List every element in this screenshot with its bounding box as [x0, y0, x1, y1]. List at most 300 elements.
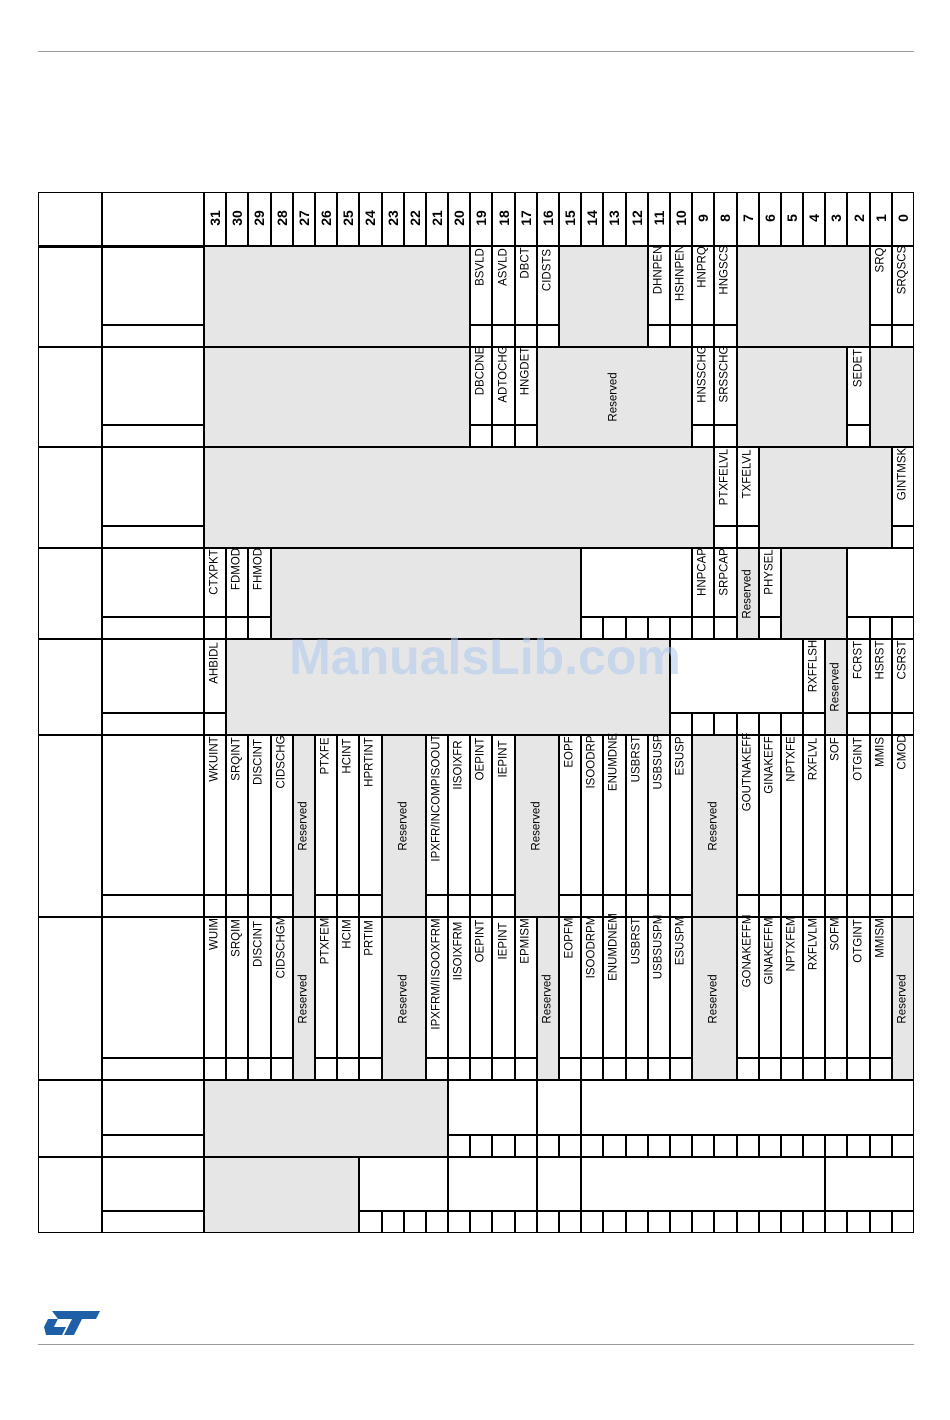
field-label: PTXFEM	[319, 917, 332, 965]
field-label: Reserved	[607, 372, 620, 422]
access-cell	[537, 1211, 559, 1233]
access-cell	[448, 1135, 470, 1157]
bit-number: 5	[783, 214, 800, 222]
field-label: IISOIXFR	[452, 740, 465, 790]
field-label: ENUMDNEM	[607, 913, 620, 982]
field-label: EPMISM	[518, 918, 531, 964]
field-label: HSHNPEN	[674, 244, 687, 302]
field-label: ESUSPM	[674, 916, 687, 966]
register-name-cell	[38, 548, 102, 639]
register-desc-cell	[102, 246, 204, 325]
reserved-field	[271, 548, 582, 639]
access-cell	[470, 1135, 492, 1157]
field-label: IEPINT	[496, 740, 509, 778]
access-cell	[670, 895, 692, 917]
access-cell	[515, 1211, 537, 1233]
access-cell	[737, 713, 759, 735]
access-cell	[248, 1058, 270, 1080]
field-label: Reserved	[396, 973, 409, 1024]
access-cell	[759, 1058, 781, 1080]
bit-number: 22	[406, 210, 423, 226]
access-cell	[626, 895, 648, 917]
access-cell	[847, 617, 869, 639]
bit-number: 21	[428, 210, 445, 226]
register-field	[847, 548, 914, 617]
field-label: Reserved	[829, 662, 842, 712]
access-cell	[892, 325, 914, 347]
access-cell	[759, 1211, 781, 1233]
access-cell	[892, 617, 914, 639]
access-cell	[847, 895, 869, 917]
register-desc-cell	[102, 1157, 204, 1211]
access-type-cell	[102, 895, 204, 917]
access-cell	[803, 1058, 825, 1080]
field-label: BSVLD	[474, 247, 487, 286]
access-cell	[515, 1058, 537, 1080]
access-cell	[248, 895, 270, 917]
field-label: SRQSCS	[896, 245, 909, 295]
access-cell	[803, 895, 825, 917]
reserved-field	[204, 1157, 359, 1233]
access-cell	[515, 325, 537, 347]
access-cell	[892, 1211, 914, 1233]
access-cell	[204, 617, 226, 639]
access-cell	[714, 1135, 736, 1157]
field-label: CIDSCHGM	[274, 916, 287, 979]
field-label: MMIS	[873, 737, 886, 768]
access-cell	[759, 1135, 781, 1157]
access-cell	[781, 1135, 803, 1157]
access-cell	[847, 713, 869, 735]
watermark-text: ManualsLib.com	[289, 629, 681, 685]
access-cell	[847, 1058, 869, 1080]
access-cell	[692, 425, 714, 447]
access-cell	[781, 895, 803, 917]
access-type-cell	[102, 1135, 204, 1157]
access-cell	[603, 1135, 625, 1157]
access-type-cell	[102, 1211, 204, 1233]
field-label: USBRST	[629, 735, 642, 783]
bit-number: 20	[451, 210, 468, 226]
register-desc-cell	[102, 548, 204, 617]
access-cell	[581, 1058, 603, 1080]
access-cell	[559, 895, 581, 917]
reserved-field	[737, 347, 848, 447]
field-label: SRSSCHG	[718, 345, 731, 403]
bit-number: 25	[340, 210, 357, 226]
access-cell	[803, 1135, 825, 1157]
field-label: DBCDNE	[474, 346, 487, 396]
register-field	[581, 1157, 825, 1211]
access-cell	[448, 1211, 470, 1233]
field-label: HCINT	[341, 737, 354, 774]
access-cell	[870, 1135, 892, 1157]
access-cell	[271, 1058, 293, 1080]
access-cell	[515, 425, 537, 447]
access-cell	[626, 1135, 648, 1157]
field-label: OEPINT	[474, 737, 487, 781]
access-cell	[204, 713, 226, 735]
access-cell	[359, 1058, 381, 1080]
access-cell	[559, 1135, 581, 1157]
field-label: USBSUSP	[652, 734, 665, 790]
field-label: PTXFE	[319, 736, 332, 775]
bit-number: 13	[606, 210, 623, 226]
register-name-cell	[38, 639, 102, 735]
access-cell	[870, 895, 892, 917]
bit-number: 31	[207, 210, 224, 226]
access-cell	[781, 1058, 803, 1080]
access-cell	[870, 617, 892, 639]
field-label: RXFLVL	[807, 737, 820, 781]
field-label: HNPCAP	[696, 547, 709, 596]
access-cell	[315, 895, 337, 917]
field-label: EOPF	[563, 736, 576, 768]
access-cell	[426, 1058, 448, 1080]
field-label: GINTMSK	[896, 447, 909, 501]
field-label: SEDET	[851, 348, 864, 387]
field-label: ASVLD	[496, 247, 509, 286]
register-name-cell	[38, 246, 102, 347]
access-cell	[714, 425, 736, 447]
field-label: PTXFELVL	[718, 449, 731, 506]
access-type-cell	[102, 526, 204, 548]
bit-number: 24	[362, 210, 379, 226]
access-cell	[870, 1211, 892, 1233]
access-cell	[670, 713, 692, 735]
header-desc-cell	[102, 192, 204, 246]
register-field	[581, 548, 692, 617]
access-cell	[892, 1135, 914, 1157]
reserved-field	[559, 246, 648, 347]
access-cell	[870, 713, 892, 735]
field-label: AHBIDL	[208, 642, 221, 684]
bit-number: 17	[517, 210, 534, 226]
field-label: GONAKEFFM	[740, 914, 753, 988]
reserved-field	[870, 347, 914, 447]
access-cell	[559, 1211, 581, 1233]
access-cell	[737, 526, 759, 548]
access-cell	[692, 1211, 714, 1233]
reserved-field	[204, 347, 470, 447]
field-label: ISOODRPM	[585, 916, 598, 979]
access-cell	[737, 1058, 759, 1080]
access-cell	[892, 895, 914, 917]
access-cell	[204, 895, 226, 917]
access-cell	[359, 895, 381, 917]
access-cell	[781, 713, 803, 735]
register-desc-cell	[102, 735, 204, 895]
bit-number: 28	[273, 210, 290, 226]
access-cell	[492, 425, 514, 447]
access-cell	[670, 1058, 692, 1080]
field-label: OEPINT	[474, 919, 487, 963]
access-cell	[670, 1135, 692, 1157]
register-desc-cell	[102, 917, 204, 1058]
access-cell	[382, 1211, 404, 1233]
field-label: NPTXFEM	[785, 916, 798, 972]
access-cell	[692, 325, 714, 347]
field-label: RXFFLSH	[807, 639, 820, 693]
field-label: MMISM	[873, 917, 886, 958]
access-type-cell	[102, 713, 204, 735]
access-cell	[737, 1135, 759, 1157]
reserved-field	[737, 246, 870, 347]
access-cell	[670, 1211, 692, 1233]
reserved-field	[204, 1080, 448, 1157]
access-cell	[337, 1058, 359, 1080]
register-name-cell	[38, 447, 102, 548]
reserved-field	[781, 548, 848, 639]
access-cell	[648, 1135, 670, 1157]
access-cell	[470, 325, 492, 347]
field-label: Reserved	[297, 973, 310, 1024]
field-label: HPRTINT	[363, 737, 376, 787]
register-desc-cell	[102, 639, 204, 713]
st-logo	[44, 1308, 102, 1343]
access-cell	[870, 325, 892, 347]
access-cell	[626, 1058, 648, 1080]
field-label: PHYSEL	[763, 549, 776, 595]
register-name-cell	[38, 1080, 102, 1157]
field-label: Reserved	[530, 801, 543, 851]
field-label: IPXFR/INCOMPISOOUT	[430, 734, 443, 862]
access-cell	[426, 895, 448, 917]
field-label: USBSUSPM	[652, 915, 665, 980]
field-label: CIDSTS	[541, 248, 554, 291]
access-cell	[759, 713, 781, 735]
access-cell	[492, 1211, 514, 1233]
access-cell	[648, 1058, 670, 1080]
bit-number: 6	[761, 214, 778, 222]
bit-number: 2	[850, 214, 867, 222]
access-cell	[670, 325, 692, 347]
field-label: HCIM	[341, 919, 354, 949]
register-desc-cell	[102, 447, 204, 526]
field-label: OTGINT	[851, 919, 864, 963]
field-label: FCRST	[851, 640, 864, 679]
access-type-cell	[102, 425, 204, 447]
field-label: Reserved	[707, 801, 720, 851]
field-label: EOPFM	[563, 917, 576, 958]
field-label: WUIM	[208, 918, 221, 951]
access-cell	[892, 713, 914, 735]
field-label: ENUMDNE	[607, 733, 620, 792]
access-cell	[648, 1211, 670, 1233]
bit-number: 10	[673, 210, 690, 226]
access-cell	[759, 895, 781, 917]
field-label: DHNPEN	[652, 245, 665, 295]
bit-number: 30	[229, 210, 246, 226]
bit-number: 16	[539, 210, 556, 226]
field-label: ADTOCHG	[496, 345, 509, 403]
access-cell	[470, 1211, 492, 1233]
access-cell	[559, 1058, 581, 1080]
reserved-field	[759, 447, 892, 548]
register-desc-cell	[102, 347, 204, 425]
access-cell	[515, 1135, 537, 1157]
access-cell	[847, 425, 869, 447]
bit-number: 8	[717, 214, 734, 222]
bit-number: 9	[695, 214, 712, 222]
access-cell	[315, 1058, 337, 1080]
access-type-cell	[102, 617, 204, 639]
access-cell	[847, 1211, 869, 1233]
bit-number: 12	[628, 210, 645, 226]
field-label: CIDSCHG	[274, 735, 287, 789]
access-cell	[537, 1135, 559, 1157]
field-label: HNSSCHG	[696, 345, 709, 403]
field-label: SRQINT	[230, 737, 243, 781]
field-label: Reserved	[297, 801, 310, 851]
field-label: DISCINT	[252, 739, 265, 786]
register-name-cell	[38, 347, 102, 447]
bit-number: 23	[384, 210, 401, 226]
field-label: IISOIXFRM	[452, 921, 465, 981]
register-field	[359, 1157, 448, 1211]
st-logo-icon	[44, 1308, 102, 1338]
access-cell	[448, 895, 470, 917]
field-label: IEPINT	[496, 922, 509, 960]
access-cell	[692, 713, 714, 735]
bit-number: 26	[318, 210, 335, 226]
register-field	[448, 1080, 537, 1135]
bit-number: 29	[251, 210, 268, 226]
access-cell	[825, 1058, 847, 1080]
register-desc-cell	[102, 1080, 204, 1135]
field-label: Reserved	[896, 973, 909, 1024]
access-cell	[492, 325, 514, 347]
field-label: FDMOD	[230, 547, 243, 590]
access-type-cell	[102, 325, 204, 347]
access-cell	[492, 895, 514, 917]
access-cell	[825, 895, 847, 917]
bit-number: 4	[806, 214, 823, 222]
field-label: WKUINT	[208, 736, 221, 782]
field-label: Reserved	[707, 973, 720, 1024]
bit-number: 7	[739, 214, 756, 222]
field-label: Reserved	[541, 973, 554, 1024]
register-field	[448, 1157, 537, 1211]
access-cell	[648, 325, 670, 347]
access-cell	[781, 1211, 803, 1233]
access-cell	[581, 895, 603, 917]
register-name-cell	[38, 735, 102, 917]
access-cell	[537, 325, 559, 347]
field-label: OTGINT	[851, 737, 864, 781]
access-cell	[737, 1211, 759, 1233]
access-cell	[714, 1211, 736, 1233]
field-label: HNPRQ	[696, 245, 709, 288]
register-name-cell	[38, 1157, 102, 1233]
reserved-field	[204, 246, 470, 347]
access-cell	[714, 617, 736, 639]
access-cell	[870, 1058, 892, 1080]
register-field	[581, 1080, 914, 1135]
field-label: GOUTNAKEFF	[740, 732, 753, 812]
bit-number: 11	[650, 210, 667, 226]
access-cell	[226, 617, 248, 639]
field-label: PRTIM	[363, 919, 376, 956]
field-label: USBRST	[629, 917, 642, 965]
bit-number: 14	[584, 210, 601, 226]
access-cell	[226, 1058, 248, 1080]
access-cell	[426, 1211, 448, 1233]
field-label: SRQ	[873, 247, 886, 273]
access-cell	[648, 895, 670, 917]
field-label: GINAKEFF	[763, 736, 776, 795]
field-label: SOFM	[829, 917, 842, 951]
header-name-cell	[38, 192, 102, 246]
field-label: DBCT	[518, 247, 531, 279]
access-cell	[825, 1135, 847, 1157]
field-label: HNGSCS	[718, 245, 731, 295]
field-label: HSRST	[873, 640, 886, 679]
access-cell	[603, 1211, 625, 1233]
register-name-cell	[38, 917, 102, 1080]
access-type-cell	[102, 1058, 204, 1080]
access-cell	[603, 1058, 625, 1080]
access-cell	[626, 1211, 648, 1233]
access-cell	[714, 713, 736, 735]
bit-number: 18	[495, 210, 512, 226]
access-cell	[448, 1058, 470, 1080]
bit-number: 3	[828, 214, 845, 222]
field-label: CSRST	[896, 640, 909, 679]
field-label: NPTXFE	[785, 736, 798, 782]
field-label: ISOODRP	[585, 735, 598, 789]
field-label: HNGDET	[518, 346, 531, 396]
access-cell	[714, 325, 736, 347]
access-cell	[714, 526, 736, 548]
access-cell	[492, 1058, 514, 1080]
access-cell	[226, 895, 248, 917]
field-label: TXFELVL	[740, 449, 753, 499]
field-label: FHMOD	[252, 547, 265, 590]
reserved-field	[204, 447, 714, 548]
access-cell	[470, 895, 492, 917]
access-cell	[847, 1135, 869, 1157]
access-cell	[803, 713, 825, 735]
bit-number: 0	[894, 214, 911, 222]
field-label: ESUSP	[674, 736, 687, 775]
access-cell	[359, 1211, 381, 1233]
register-field	[825, 1157, 914, 1211]
field-label: Reserved	[740, 568, 753, 619]
field-label: CTXPKT	[208, 549, 221, 595]
register-field	[537, 1080, 581, 1135]
field-label: CMOD	[896, 734, 909, 770]
field-label: Reserved	[396, 801, 409, 851]
field-label: SRQIM	[230, 918, 243, 957]
access-cell	[492, 1135, 514, 1157]
field-label: SOF	[829, 737, 842, 761]
access-cell	[803, 1211, 825, 1233]
bit-number: 27	[295, 210, 312, 226]
field-label: GINAKEFFM	[763, 917, 776, 985]
access-cell	[404, 1211, 426, 1233]
access-cell	[692, 1135, 714, 1157]
access-cell	[337, 895, 359, 917]
bit-number: 1	[872, 214, 889, 222]
field-label: DISCINT	[252, 921, 265, 968]
access-cell	[825, 1211, 847, 1233]
access-cell	[581, 1135, 603, 1157]
access-cell	[271, 895, 293, 917]
access-cell	[204, 1058, 226, 1080]
access-cell	[581, 1211, 603, 1233]
access-cell	[470, 425, 492, 447]
